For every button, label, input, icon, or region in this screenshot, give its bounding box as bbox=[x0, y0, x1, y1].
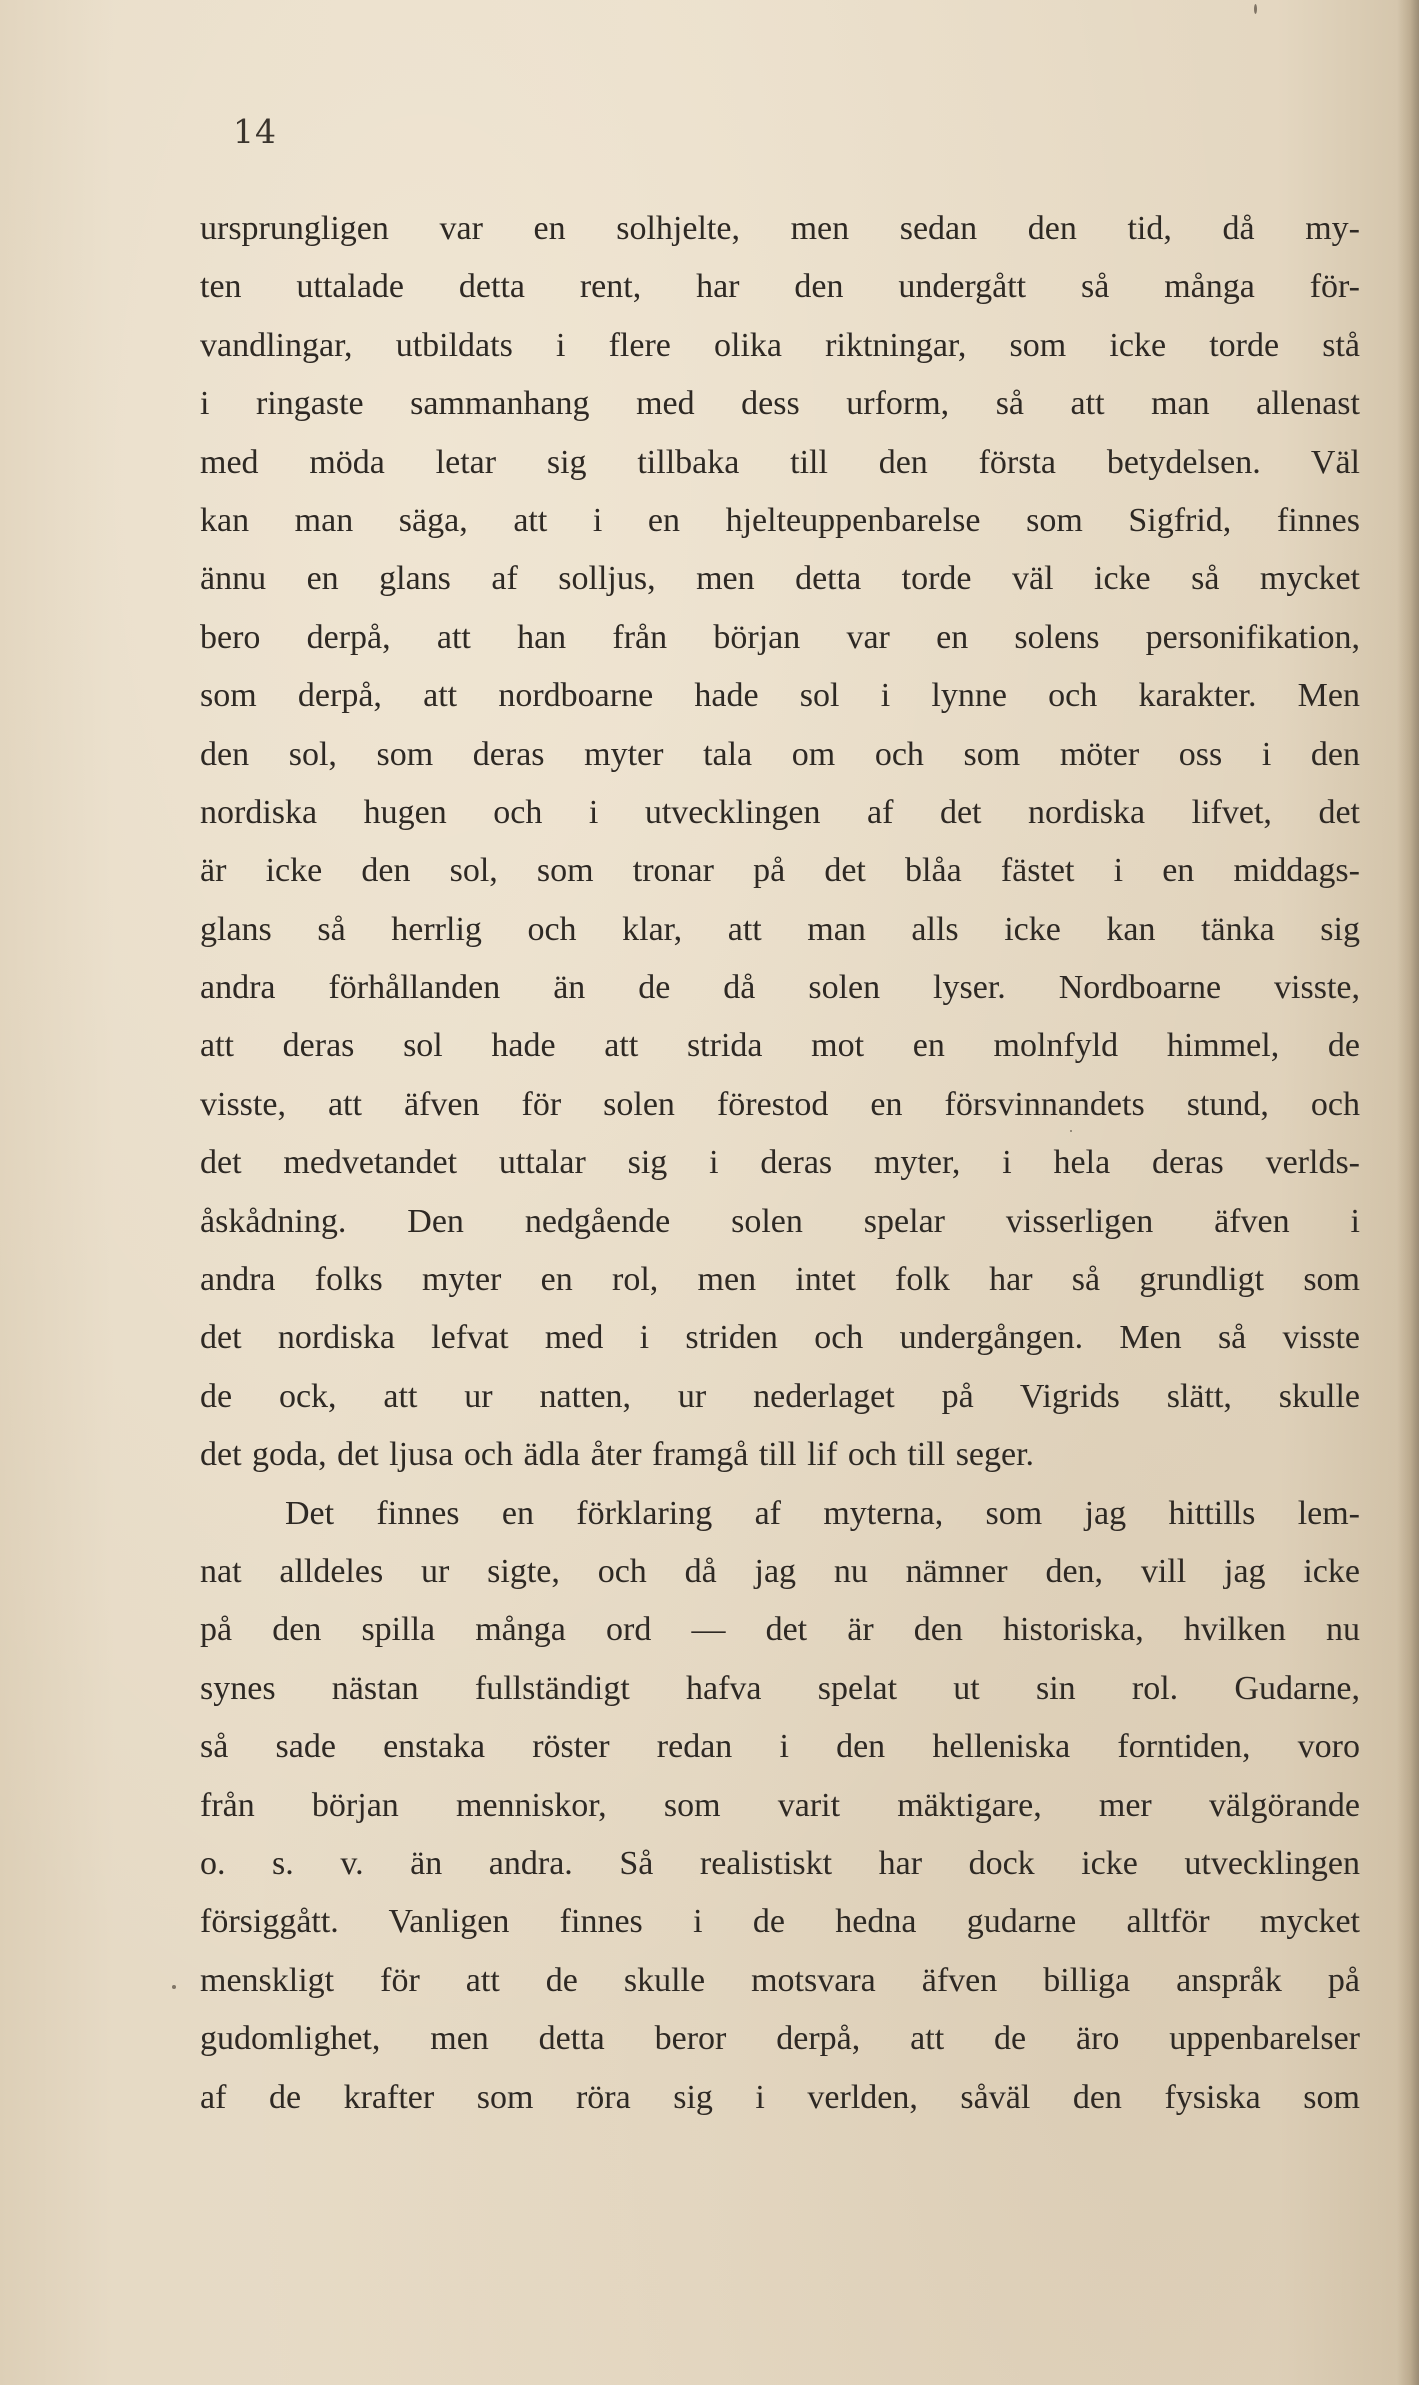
text-line: det medvetandet uttalar sig i deras myter, i hela deras verlds- bbox=[200, 1144, 1360, 1182]
text-line: de ock, att ur natten, ur nederlaget på Vigrids slätt, skulle bbox=[200, 1377, 1360, 1415]
page-number: 14 bbox=[233, 112, 277, 151]
text-line: det goda, det ljusa och ädla åter framgå till lif och till seger. bbox=[200, 1436, 1035, 1474]
text-line: ten uttalade detta rent, har den undergått så många för- bbox=[200, 268, 1360, 306]
text-line: andra förhållanden än de då solen lyser. Nordboarne visste, bbox=[200, 969, 1360, 1007]
text-line: försiggått. Vanligen finnes i de hedna gudarne alltför mycket bbox=[200, 1903, 1360, 1941]
text-line: så sade enstaka röster redan i den helleniska forntiden, voro bbox=[200, 1728, 1360, 1766]
text-line: bero derpå, att han från början var en solens personifikation, bbox=[200, 618, 1360, 656]
text-line: Det finnes en förklaring af myterna, som jag hittills lem- bbox=[285, 1494, 1360, 1532]
text-line: synes nästan fullständigt hafva spelat ut sin rol. Gudarne, bbox=[200, 1669, 1360, 1707]
text-line: är icke den sol, som tronar på det blåa fästet i en middags- bbox=[200, 852, 1360, 890]
text-line: nordiska hugen och i utvecklingen af det nordiska lifvet, det bbox=[200, 793, 1360, 831]
text-line: nat alldeles ur sigte, och då jag nu nämner den, vill jag icke bbox=[200, 1552, 1360, 1590]
text-line: af de krafter som röra sig i verlden, såväl den fysiska som bbox=[200, 2078, 1360, 2116]
text-line: andra folks myter en rol, men intet folk har så grundligt som bbox=[200, 1261, 1360, 1299]
text-line: från början menniskor, som varit mäktigare, mer välgörande bbox=[200, 1786, 1360, 1824]
paper-speck bbox=[172, 1985, 176, 1989]
text-line: ursprungligen var en solhjelte, men sedan den tid, då my- bbox=[200, 210, 1360, 247]
text-line: med möda letar sig tillbaka till den första betydelsen. Väl bbox=[200, 443, 1360, 481]
text-line: visste, att äfven för solen förestod en försvinnandets stund, och bbox=[200, 1085, 1360, 1123]
text-line: som derpå, att nordboarne hade sol i lynne och karakter. Men bbox=[200, 677, 1360, 715]
page-edge-shadow bbox=[1397, 0, 1419, 2385]
paper-speck bbox=[1254, 4, 1257, 14]
text-line: gudomlighet, men detta beror derpå, att de äro uppenbarelser bbox=[200, 2020, 1360, 2058]
body-text bbox=[200, 200, 1360, 2127]
text-line: menskligt för att de skulle motsvara äfven billiga anspråk på bbox=[200, 1961, 1360, 1999]
text-line: glans så herrlig och klar, att man alls icke kan tänka sig bbox=[200, 910, 1360, 948]
text-line: det nordiska lefvat med i striden och undergången. Men så visste bbox=[200, 1319, 1360, 1357]
text-line: på den spilla många ord — det är den historiska, hvilken nu bbox=[200, 1611, 1360, 1649]
text-line: vandlingar, utbildats i flere olika riktningar, som icke torde stå bbox=[200, 326, 1360, 364]
text-line: i ringaste sammanhang med dess urform, så att man allenast bbox=[200, 385, 1360, 423]
text-line: ännu en glans af solljus, men detta torde väl icke så mycket bbox=[200, 560, 1360, 598]
text-line: kan man säga, att i en hjelteuppenbarelse som Sigfrid, finnes bbox=[200, 501, 1360, 539]
text-line: o. s. v. än andra. Så realistiskt har dock icke utvecklingen bbox=[200, 1844, 1360, 1882]
text-line: åskådning. Den nedgående solen spelar visserligen äfven i bbox=[200, 1202, 1360, 1240]
text-line: att deras sol hade att strida mot en molnfyld himmel, de bbox=[200, 1027, 1360, 1065]
text-line: den sol, som deras myter tala om och som möter oss i den bbox=[200, 735, 1360, 773]
paper-speck bbox=[1070, 1130, 1072, 1132]
